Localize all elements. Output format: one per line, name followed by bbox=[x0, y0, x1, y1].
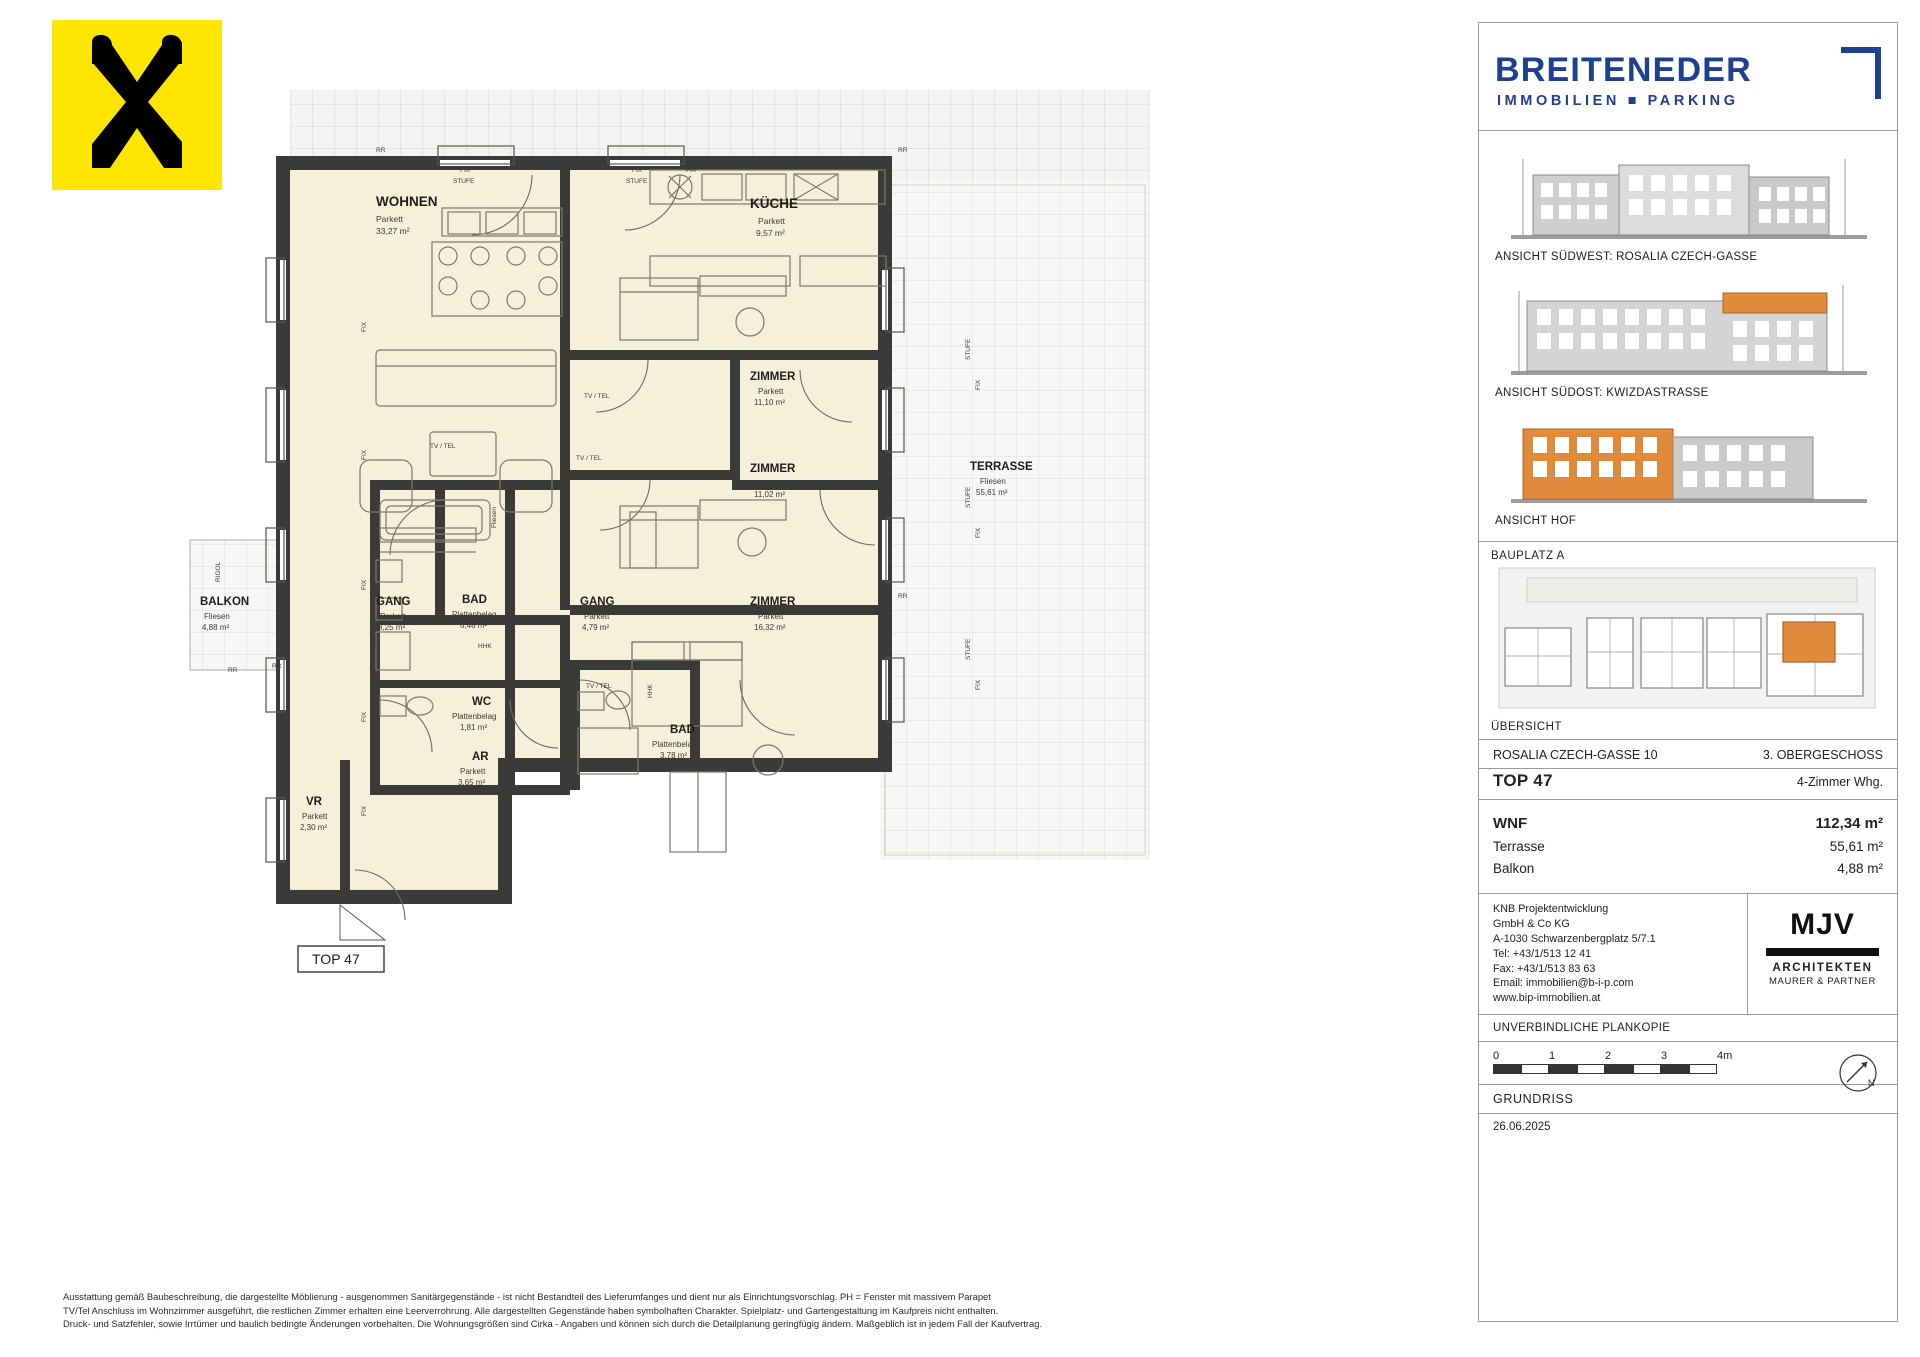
area-value: 4,88 m² bbox=[1837, 861, 1883, 876]
architect-partners: MAURER & PARTNER bbox=[1769, 976, 1876, 987]
developer-line-7: www.bip-immobilien.at bbox=[1493, 992, 1601, 1005]
area-label: Terrasse bbox=[1493, 839, 1545, 854]
svg-text:FIX: FIX bbox=[361, 579, 368, 590]
room-floor: Parkett bbox=[758, 479, 784, 488]
svg-text:TV / TEL: TV / TEL bbox=[430, 443, 456, 450]
room-area: 6,48 m² bbox=[460, 621, 488, 630]
room-area: 4,88 m² bbox=[202, 623, 230, 632]
room-floor: Fliesen bbox=[980, 477, 1006, 486]
svg-text:STUFE: STUFE bbox=[965, 338, 972, 360]
svg-text:TV / TEL: TV / TEL bbox=[584, 393, 610, 400]
room-name: WOHNEN bbox=[376, 194, 438, 209]
svg-text:WM: WM bbox=[371, 636, 378, 648]
brand-name: BREITENEDER bbox=[1495, 51, 1752, 89]
room-area: 33,27 m² bbox=[376, 226, 410, 236]
developer-line-3: A-1030 Schwarzenbergplatz 5/7.1 bbox=[1493, 932, 1656, 945]
unit-row bbox=[1479, 769, 1897, 800]
address-floor: 3. OBERGESCHOSS bbox=[1762, 748, 1883, 762]
svg-text:Fliesen: Fliesen bbox=[491, 507, 498, 528]
svg-text:RR: RR bbox=[272, 663, 282, 670]
elevation-southwest-image bbox=[1493, 139, 1883, 247]
svg-text:STUFE: STUFE bbox=[453, 178, 475, 185]
room-floor: Parkett bbox=[758, 387, 784, 396]
svg-text:FIX: FIX bbox=[361, 449, 368, 460]
svg-text:STUFE: STUFE bbox=[626, 178, 648, 185]
svg-text:FIX: FIX bbox=[975, 379, 982, 390]
svg-text:FIX: FIX bbox=[686, 167, 697, 174]
developer-block bbox=[1479, 894, 1897, 1015]
room-name: VR bbox=[306, 796, 322, 808]
area-table bbox=[1479, 800, 1897, 894]
room-floor: Parkett bbox=[584, 612, 610, 621]
disclaimer-line-3: Druck- und Satzfehler, sowie Irrtümer und baulich bedingte Änderungen vorbehalten. Die Wohnungsgrößen sind Cirka - Angaben und können sich durch die Detailplanung geringfügig ändern. Maßgeblich ist in jedem Fall der Kaufvertrag. bbox=[63, 1318, 1043, 1330]
unit-type: 4-Zimmer Whg. bbox=[1796, 775, 1883, 789]
room-name: GANG bbox=[376, 596, 411, 608]
svg-text:TV / TEL: TV / TEL bbox=[586, 683, 612, 690]
room-area: 3,78 m² bbox=[660, 751, 688, 760]
room-name: ZIMMER bbox=[750, 596, 796, 608]
site-plot-label: BAUPLATZ A bbox=[1491, 550, 1565, 562]
svg-text:HHK: HHK bbox=[647, 684, 654, 698]
architect-name: MJV bbox=[1790, 908, 1855, 941]
drawing-type: GRUNDRISS bbox=[1479, 1085, 1897, 1114]
svg-text:FIX: FIX bbox=[361, 711, 368, 722]
address-street: ROSALIA CZECH-GASSE 10 bbox=[1493, 748, 1658, 762]
site-overview-label: ÜBERSICHT bbox=[1491, 721, 1562, 733]
svg-text:RR: RR bbox=[898, 147, 908, 154]
svg-text:N: N bbox=[1868, 1078, 1875, 1089]
svg-text:FIX: FIX bbox=[975, 679, 982, 690]
room-name: ZIMMER bbox=[750, 371, 796, 383]
developer-contact bbox=[1479, 894, 1747, 1014]
elevation-caption: ANSICHT SÜDWEST: ROSALIA CZECH-GASSE bbox=[1495, 251, 1758, 263]
area-row bbox=[1493, 839, 1883, 854]
svg-text:RR: RR bbox=[898, 593, 908, 600]
floorplan bbox=[180, 60, 1480, 1180]
room-area: 11,02 m² bbox=[754, 490, 785, 499]
room-name: GANG bbox=[580, 596, 615, 608]
area-value: 55,61 m² bbox=[1829, 839, 1883, 854]
svg-text:FIX: FIX bbox=[361, 805, 368, 816]
area-row bbox=[1493, 815, 1883, 832]
room-area: 2,30 m² bbox=[300, 823, 328, 832]
area-value: 112,34 m² bbox=[1815, 815, 1883, 832]
plan-date: 26.06.2025 bbox=[1493, 1121, 1551, 1134]
copy-note: UNVERBINDLICHE PLANKOPIE bbox=[1479, 1015, 1897, 1042]
disclaimer bbox=[63, 1290, 1163, 1331]
room-name: KÜCHE bbox=[750, 196, 799, 211]
room-floor: Parkett bbox=[302, 812, 328, 821]
scale-tick: 3 bbox=[1661, 1050, 1668, 1063]
room-floor: Parkett bbox=[460, 767, 486, 776]
scale-tick: 2 bbox=[1605, 1050, 1612, 1063]
svg-text:RR: RR bbox=[228, 667, 238, 674]
developer-line-6: Email: immobilien@b-i-p.com bbox=[1493, 977, 1634, 990]
svg-text:RIGOL: RIGOL bbox=[215, 561, 222, 582]
svg-text:STUFE: STUFE bbox=[965, 638, 972, 660]
room-area: 9,57 m² bbox=[756, 228, 785, 238]
elevation-hof-image bbox=[1493, 407, 1883, 511]
room-floor: Parkett bbox=[758, 216, 785, 226]
room-area: 8,25 m² bbox=[378, 623, 406, 632]
brand-header bbox=[1479, 23, 1897, 131]
room-area: 4,79 m² bbox=[582, 623, 610, 632]
architect-rule bbox=[1766, 948, 1879, 956]
elevation-caption: ANSICHT SÜDOST: KWIZDASTRASSE bbox=[1495, 387, 1709, 399]
info-panel bbox=[1478, 22, 1898, 1322]
developer-line-1: KNB Projektentwicklung bbox=[1493, 903, 1609, 915]
room-floor: Fliesen bbox=[204, 612, 230, 621]
room-name: BAD bbox=[670, 724, 695, 736]
top-label-text: TOP 47 bbox=[312, 951, 360, 967]
scale-tick: 1 bbox=[1549, 1050, 1556, 1063]
svg-text:STUFE: STUFE bbox=[965, 486, 972, 508]
disclaimer-line-2: TV/Tel Anschluss im Wohnzimmer ausgeführt, die restlichen Zimmer erhalten eine Leerverrohrung. Alle dargestellten Gegenstände haben symbolhaften Charakter. Spielplatz- und Gartengestaltung im Kaufpreis nicht enthalten. bbox=[63, 1304, 999, 1316]
area-label: Balkon bbox=[1493, 861, 1535, 876]
elevations-block bbox=[1479, 131, 1897, 542]
site-plan-image bbox=[1491, 566, 1883, 714]
room-area: 55,61 m² bbox=[976, 488, 1008, 497]
address-row bbox=[1479, 740, 1897, 769]
room-name: TERRASSE bbox=[970, 461, 1033, 473]
svg-text:TV / TEL: TV / TEL bbox=[576, 455, 602, 462]
developer-line-5: Fax: +43/1/513 83 63 bbox=[1493, 962, 1596, 975]
room-floor: Parkett bbox=[376, 214, 403, 224]
scale-tick: 0 bbox=[1493, 1050, 1500, 1063]
room-floor: Parkett bbox=[758, 612, 784, 621]
area-label: WNF bbox=[1493, 815, 1528, 832]
svg-text:FIX: FIX bbox=[361, 321, 368, 332]
room-floor: Plattenbelag bbox=[652, 740, 697, 749]
room-area: 11,10 m² bbox=[754, 398, 785, 407]
scale-ticks bbox=[1493, 1050, 1883, 1062]
north-arrow-icon bbox=[1835, 1050, 1881, 1096]
area-row bbox=[1493, 861, 1883, 876]
room-name: WC bbox=[472, 696, 492, 708]
scale-bar bbox=[1493, 1064, 1717, 1074]
svg-text:FIX: FIX bbox=[460, 167, 471, 174]
svg-text:FIX: FIX bbox=[975, 527, 982, 538]
elevation-southeast-image bbox=[1493, 271, 1883, 383]
architect-subtitle: ARCHITEKTEN bbox=[1772, 962, 1873, 974]
room-name: BAD bbox=[462, 594, 487, 606]
scale-tick: 4m bbox=[1717, 1050, 1733, 1063]
room-area: 3,65 m² bbox=[458, 778, 486, 787]
room-floor: Parkett bbox=[380, 612, 406, 621]
brand-subtitle: IMMOBILIEN ■ PARKING bbox=[1497, 93, 1739, 109]
architect-logo bbox=[1747, 894, 1897, 1014]
svg-text:FIX: FIX bbox=[632, 167, 643, 174]
room-area: 1,81 m² bbox=[460, 723, 488, 732]
room-area: 16,32 m² bbox=[754, 623, 786, 632]
top-label-box bbox=[298, 905, 385, 972]
scale-bar-block bbox=[1479, 1042, 1897, 1089]
disclaimer-line-1: Ausstattung gemäß Baubeschreibung, die dargestellte Möblierung - ausgenommen Sanitärgegenstände - ist nicht Bestandteil des Lieferumfanges und dient nur als Einrichtungsvorschlag. PH = Fenster mit massivem Parapet bbox=[63, 1291, 991, 1302]
brand-corner-mark bbox=[1841, 47, 1881, 99]
room-name: BALKON bbox=[200, 596, 250, 608]
room-floor: Plattenbelag bbox=[452, 610, 497, 619]
room-name: ZIMMER bbox=[750, 463, 796, 475]
floorplan-svg bbox=[180, 60, 1480, 1180]
developer-line-4: Tel: +43/1/513 12 41 bbox=[1493, 947, 1592, 960]
svg-text:RR: RR bbox=[376, 147, 386, 154]
room-floor: Plattenbelag bbox=[452, 712, 497, 721]
elevation-caption: ANSICHT HOF bbox=[1495, 515, 1577, 527]
developer-line-2: GmbH & Co KG bbox=[1493, 917, 1570, 930]
site-overview bbox=[1479, 542, 1897, 740]
room-name: AR bbox=[472, 751, 489, 763]
svg-text:HHK: HHK bbox=[478, 643, 492, 650]
unit-label: TOP 47 bbox=[1493, 771, 1553, 790]
